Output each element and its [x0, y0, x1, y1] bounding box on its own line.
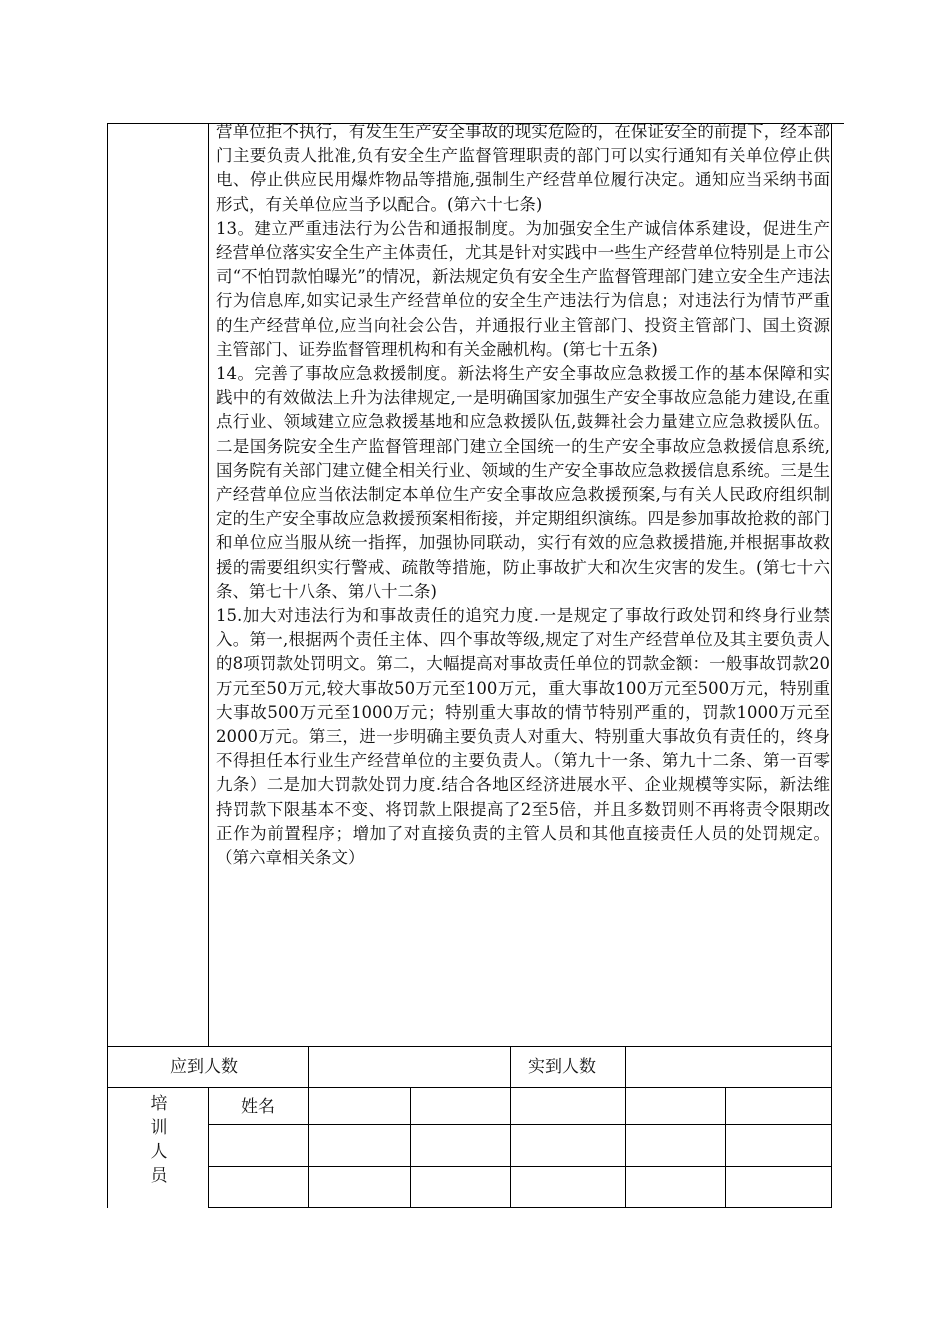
actual-attendance-label: 实到人数 [528, 1057, 596, 1077]
row-border-4 [208, 1166, 832, 1167]
attendance-divider-1 [308, 1046, 309, 1087]
content-paragraph-13: 13。建立严重违法行为公告和通报制度。为加强安全生产诚信体系建设，促进生产经营单位落实安全生产主体责任，尤其是针对实践中一些生产经营单位特别是上市公司“不怕罚款怕曝光”的情况，新法规定负有安全生产监督管理部门建立安全生产违法行为信息库,如实记录生产经营单位的安全生产违法行为信息；对违法行为情节严重的生产经营单位,应当向社会公告，并通报行业主管部门、投资主管部门、国土资源主管部门、证券监督管理机构和有关金融机构。(第七十五条) [216, 218, 830, 359]
row-border-5 [208, 1207, 832, 1208]
row-border-2 [107, 1087, 832, 1088]
trainee-section-label [148, 1092, 170, 1188]
content-paragraph-15: 15.加大对违法行为和事故责任的追究力度.一是规定了事故行政处罚和终身行业禁入。第一,根据两个责任主体、四个事故等级,规定了对生产经营单位及其主要负责人的8项罚款处罚明文。第二，大幅提高对事故责任单位的罚款金额：一般事故罚款20万元至50万元,较大事故50万元至100万元，重大事故100万元至500万元，特别重大事故500万元至1000万元；特别重大事故的情节特别严重的，罚款1000万元至2000万元。第三，进一步明确主要负责人对重大、特别重大事故负有责任的，终身不得担任本行业生产经营单位的主要负责人。（第九十一条、第九十二条、第一百零九条）二是加大罚款处罚力度.结合各地区经济进展水平、企业规模等实际，新法维持罚款下限基本不变、将罚款上限提高了2至5倍，并且多数罚则不再将责令限期改正作为前置程序；增加了对直接负责的主管人员和其他直接责任人员的处罚规定。（第六章相关条文） [216, 606, 830, 868]
trainee-column-3 [510, 1087, 511, 1208]
content-paragraph-intro: 营单位拒不执行，有发生生产安全事故的现实危险的，在保证安全的前提下，经本部门主要负责人批准,负有安全生产监督管理职责的部门可以实行通知有关单位停止供电、停止供应民用爆炸物品等措施,强制生产经营单位履行决定。通知应当采纳书面形式，有关单位应当予以配合。(第六十七条) [216, 122, 830, 214]
expected-attendance-label: 应到人数 [170, 1057, 238, 1077]
content-paragraph-14: 14。完善了事故应急救援制度。新法将生产安全事故应急救援工作的基本保障和实践中的有效做法上升为法律规定,一是明确国家加强生产安全事故应急能力建设,在重点行业、领域建立应急救援基地和应急救援队伍,鼓舞社会力量建立应急救援队伍。二是国务院安全生产监督管理部门建立全国统一的生产安全事故应急救援信息系统,国务院有关部门建立健全相关行业、领域的生产安全事故应急救援信息系统。三是生产经营单位应当依法制定本单位生产安全事故应急救援预案,与有关人民政府组织制定的生产安全事故应急救援预案相衔接，并定期组织演练。四是参加事故抢救的部门和单位应当服从统一指挥，加强协同联动，实行有效的应急救援措施,并根据事故救援的需要组织实行警戒、疏散等措施，防止事故扩大和次生灾害的发生。(第七十六条、第七十八条、第八十二条) [216, 364, 830, 601]
label-column-border [208, 123, 209, 1046]
trainee-label-border [208, 1087, 209, 1208]
trainee-label-char-1: 培 [150, 1094, 168, 1114]
trainee-column-4 [625, 1087, 626, 1208]
trainee-label-char-2: 训 [150, 1118, 168, 1138]
trainee-label-char-4: 员 [150, 1166, 168, 1186]
name-column-header: 姓名 [241, 1097, 275, 1117]
training-content-cell [216, 120, 830, 870]
trainee-label-char-3: 人 [150, 1142, 168, 1162]
trainee-column-1 [308, 1087, 309, 1208]
attendance-divider-3 [625, 1046, 626, 1087]
row-border-3 [208, 1124, 832, 1125]
row-border-1 [107, 1046, 832, 1047]
attendance-divider-2 [510, 1046, 511, 1087]
trainee-column-2 [410, 1087, 411, 1208]
trainee-column-5 [725, 1087, 726, 1208]
